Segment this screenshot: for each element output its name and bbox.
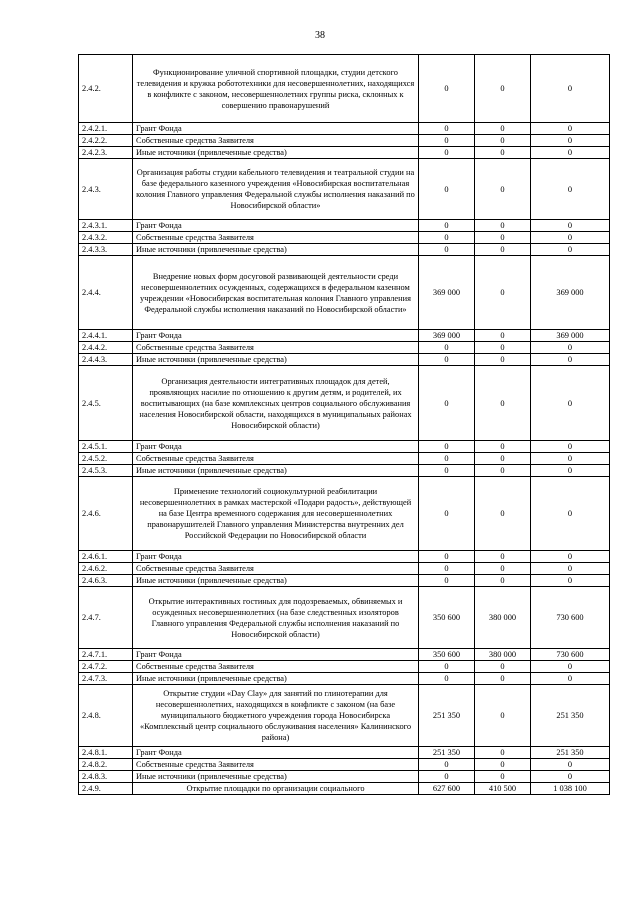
value-grant: 0 bbox=[419, 366, 475, 441]
funding-source-row bbox=[79, 465, 610, 477]
value-cofinancing: 0 bbox=[475, 220, 531, 232]
value-total: 0 bbox=[531, 477, 610, 551]
value-grant: 0 bbox=[419, 354, 475, 366]
value-total: 0 bbox=[531, 220, 610, 232]
row-number: 2.4.4.3. bbox=[79, 354, 133, 366]
row-name: Организация деятельности интегративных площадок для детей, проявляющих насилие по отношению к другим детям, и родителей, их воспитывающих (на базе комплексных центров социального обслуживания населения Новосибирской области, находящихся в муниципальных районах Новосибирской области) bbox=[133, 366, 419, 441]
row-number: 2.4.8.1. bbox=[79, 747, 133, 759]
value-total: 0 bbox=[531, 232, 610, 244]
value-cofinancing: 0 bbox=[475, 256, 531, 330]
row-name: Иные источники (привлеченные средства) bbox=[133, 465, 419, 477]
value-grant: 0 bbox=[419, 661, 475, 673]
value-cofinancing: 0 bbox=[475, 342, 531, 354]
value-total: 0 bbox=[531, 465, 610, 477]
value-total: 0 bbox=[531, 147, 610, 159]
row-name: Функционирование уличной спортивной площадки, студии детского телевидения и кружка робототехники для несовершеннолетних, находящихся в конфликте с законом, несовершеннолетних группы риска, склонных к совершению правонарушений bbox=[133, 55, 419, 123]
value-cofinancing: 410 500 bbox=[475, 783, 531, 795]
funding-source-row bbox=[79, 342, 610, 354]
value-total: 0 bbox=[531, 159, 610, 220]
row-number: 2.4.7.3. bbox=[79, 673, 133, 685]
value-cofinancing: 380 000 bbox=[475, 587, 531, 649]
funding-source-row bbox=[79, 441, 610, 453]
value-total: 0 bbox=[531, 135, 610, 147]
row-number: 2.4.7.2. bbox=[79, 661, 133, 673]
activity-row bbox=[79, 783, 610, 795]
value-grant: 0 bbox=[419, 244, 475, 256]
budget-table-body bbox=[79, 55, 610, 795]
value-cofinancing: 0 bbox=[475, 685, 531, 747]
funding-source-row bbox=[79, 747, 610, 759]
page-number: 38 bbox=[315, 30, 325, 41]
row-name: Иные источники (привлеченные средства) bbox=[133, 673, 419, 685]
funding-source-row bbox=[79, 354, 610, 366]
value-total: 0 bbox=[531, 55, 610, 123]
row-number: 2.4.5.1. bbox=[79, 441, 133, 453]
activity-row bbox=[79, 685, 610, 747]
value-total: 0 bbox=[531, 575, 610, 587]
value-grant: 0 bbox=[419, 551, 475, 563]
value-grant: 0 bbox=[419, 673, 475, 685]
row-number: 2.4.6.3. bbox=[79, 575, 133, 587]
value-grant: 0 bbox=[419, 441, 475, 453]
row-name: Собственные средства Заявителя bbox=[133, 453, 419, 465]
row-name: Грант Фонда bbox=[133, 747, 419, 759]
row-name: Иные источники (привлеченные средства) bbox=[133, 575, 419, 587]
row-name: Грант Фонда bbox=[133, 551, 419, 563]
value-cofinancing: 0 bbox=[475, 330, 531, 342]
funding-source-row bbox=[79, 673, 610, 685]
row-name: Организация работы студии кабельного телевидения и театральной студии на базе федерального казенного учреждения «Новосибирская воспитательная колония Главного управления Федеральной службы исполнения наказаний по Новосибирской области» bbox=[133, 159, 419, 220]
value-cofinancing: 0 bbox=[475, 575, 531, 587]
funding-source-row bbox=[79, 771, 610, 783]
row-number: 2.4.7.1. bbox=[79, 649, 133, 661]
value-total: 0 bbox=[531, 453, 610, 465]
value-cofinancing: 380 000 bbox=[475, 649, 531, 661]
value-grant: 0 bbox=[419, 232, 475, 244]
value-total: 0 bbox=[531, 366, 610, 441]
value-cofinancing: 0 bbox=[475, 551, 531, 563]
value-grant: 0 bbox=[419, 147, 475, 159]
value-grant: 0 bbox=[419, 477, 475, 551]
value-total: 251 350 bbox=[531, 685, 610, 747]
row-name: Внедрение новых форм досуговой развивающей деятельности среди несовершеннолетних осужденных, содержащихся в федеральном казенном учреждении «Новосибирская воспитательная колония Главного управления Федеральной службы исполнения наказаний по Новосибирской области» bbox=[133, 256, 419, 330]
value-total: 0 bbox=[531, 354, 610, 366]
value-grant: 0 bbox=[419, 159, 475, 220]
activity-row bbox=[79, 55, 610, 123]
row-number: 2.4.2. bbox=[79, 55, 133, 123]
row-number: 2.4.4.1. bbox=[79, 330, 133, 342]
value-cofinancing: 0 bbox=[475, 465, 531, 477]
value-total: 251 350 bbox=[531, 747, 610, 759]
value-cofinancing: 0 bbox=[475, 441, 531, 453]
value-cofinancing: 0 bbox=[475, 759, 531, 771]
funding-source-row bbox=[79, 220, 610, 232]
funding-source-row bbox=[79, 453, 610, 465]
row-number: 2.4.5.2. bbox=[79, 453, 133, 465]
activity-row bbox=[79, 587, 610, 649]
value-total: 1 038 100 bbox=[531, 783, 610, 795]
value-grant: 369 000 bbox=[419, 330, 475, 342]
row-number: 2.4.6.1. bbox=[79, 551, 133, 563]
value-grant: 350 600 bbox=[419, 587, 475, 649]
row-number: 2.4.8.2. bbox=[79, 759, 133, 771]
row-number: 2.4.6. bbox=[79, 477, 133, 551]
value-total: 730 600 bbox=[531, 587, 610, 649]
row-name: Собственные средства Заявителя bbox=[133, 232, 419, 244]
funding-source-row bbox=[79, 147, 610, 159]
row-name: Грант Фонда bbox=[133, 441, 419, 453]
row-name: Открытие интерактивных гостиных для подозреваемых, обвиняемых и осужденных несовершеннолетних (на базе следственных изоляторов Главного управления Федеральной службы исполнения наказаний по Новосибирской области) bbox=[133, 587, 419, 649]
value-cofinancing: 0 bbox=[475, 147, 531, 159]
row-name: Открытие студии «Day Clay» для занятий по глинотерапии для несовершеннолетних, находящихся в конфликте с законом (на базе муниципального бюджетного учреждения города Новосибирска «Комплексный центр социального обслуживания населения» Калининского района) bbox=[133, 685, 419, 747]
value-cofinancing: 0 bbox=[475, 453, 531, 465]
funding-source-row bbox=[79, 123, 610, 135]
row-number: 2.4.2.3. bbox=[79, 147, 133, 159]
row-name: Собственные средства Заявителя bbox=[133, 661, 419, 673]
row-number: 2.4.8. bbox=[79, 685, 133, 747]
value-total: 0 bbox=[531, 771, 610, 783]
value-total: 369 000 bbox=[531, 330, 610, 342]
row-number: 2.4.3.2. bbox=[79, 232, 133, 244]
row-number: 2.4.5.3. bbox=[79, 465, 133, 477]
value-grant: 0 bbox=[419, 453, 475, 465]
row-name: Грант Фонда bbox=[133, 649, 419, 661]
value-total: 0 bbox=[531, 551, 610, 563]
value-cofinancing: 0 bbox=[475, 123, 531, 135]
value-cofinancing: 0 bbox=[475, 477, 531, 551]
value-cofinancing: 0 bbox=[475, 563, 531, 575]
funding-source-row bbox=[79, 649, 610, 661]
value-total: 369 000 bbox=[531, 256, 610, 330]
value-cofinancing: 0 bbox=[475, 159, 531, 220]
activity-row bbox=[79, 159, 610, 220]
funding-source-row bbox=[79, 551, 610, 563]
funding-source-row bbox=[79, 575, 610, 587]
value-grant: 627 600 bbox=[419, 783, 475, 795]
value-grant: 0 bbox=[419, 123, 475, 135]
value-total: 730 600 bbox=[531, 649, 610, 661]
row-name: Открытие площадки по организации социального bbox=[133, 783, 419, 795]
row-name: Собственные средства Заявителя bbox=[133, 563, 419, 575]
row-name: Иные источники (привлеченные средства) bbox=[133, 147, 419, 159]
activity-row bbox=[79, 477, 610, 551]
value-cofinancing: 0 bbox=[475, 661, 531, 673]
value-cofinancing: 0 bbox=[475, 55, 531, 123]
value-cofinancing: 0 bbox=[475, 232, 531, 244]
value-total: 0 bbox=[531, 441, 610, 453]
budget-table bbox=[78, 54, 610, 795]
funding-source-row bbox=[79, 759, 610, 771]
funding-source-row bbox=[79, 244, 610, 256]
value-total: 0 bbox=[531, 123, 610, 135]
activity-row bbox=[79, 366, 610, 441]
row-number: 2.4.2.1. bbox=[79, 123, 133, 135]
row-name: Иные источники (привлеченные средства) bbox=[133, 354, 419, 366]
funding-source-row bbox=[79, 330, 610, 342]
row-name: Иные источники (привлеченные средства) bbox=[133, 244, 419, 256]
value-grant: 0 bbox=[419, 771, 475, 783]
row-number: 2.4.3. bbox=[79, 159, 133, 220]
value-grant: 0 bbox=[419, 759, 475, 771]
value-grant: 0 bbox=[419, 342, 475, 354]
row-number: 2.4.4.2. bbox=[79, 342, 133, 354]
value-grant: 0 bbox=[419, 465, 475, 477]
value-grant: 0 bbox=[419, 55, 475, 123]
row-name: Собственные средства Заявителя bbox=[133, 759, 419, 771]
row-name: Иные источники (привлеченные средства) bbox=[133, 771, 419, 783]
row-name: Грант Фонда bbox=[133, 330, 419, 342]
value-cofinancing: 0 bbox=[475, 673, 531, 685]
value-grant: 251 350 bbox=[419, 685, 475, 747]
row-number: 2.4.9. bbox=[79, 783, 133, 795]
value-grant: 251 350 bbox=[419, 747, 475, 759]
value-cofinancing: 0 bbox=[475, 771, 531, 783]
row-name: Грант Фонда bbox=[133, 220, 419, 232]
value-total: 0 bbox=[531, 563, 610, 575]
value-total: 0 bbox=[531, 759, 610, 771]
row-number: 2.4.3.3. bbox=[79, 244, 133, 256]
funding-source-row bbox=[79, 563, 610, 575]
value-cofinancing: 0 bbox=[475, 366, 531, 441]
value-grant: 369 000 bbox=[419, 256, 475, 330]
row-number: 2.4.6.2. bbox=[79, 563, 133, 575]
funding-source-row bbox=[79, 232, 610, 244]
value-cofinancing: 0 bbox=[475, 135, 531, 147]
row-number: 2.4.8.3. bbox=[79, 771, 133, 783]
value-grant: 0 bbox=[419, 220, 475, 232]
activity-row bbox=[79, 256, 610, 330]
row-name: Собственные средства Заявителя bbox=[133, 135, 419, 147]
value-cofinancing: 0 bbox=[475, 747, 531, 759]
row-name: Применение технологий социокультурной реабилитации несовершеннолетних в рамках мастерской «Подари радость», действующей на базе Центра временного содержания для несовершеннолетних правонарушителей Главного управления Министерства внутренних дел Российской Федерации по Новосибирской области bbox=[133, 477, 419, 551]
funding-source-row bbox=[79, 661, 610, 673]
value-cofinancing: 0 bbox=[475, 354, 531, 366]
value-grant: 0 bbox=[419, 563, 475, 575]
row-number: 2.4.4. bbox=[79, 256, 133, 330]
row-name: Грант Фонда bbox=[133, 123, 419, 135]
value-grant: 0 bbox=[419, 135, 475, 147]
value-total: 0 bbox=[531, 244, 610, 256]
value-cofinancing: 0 bbox=[475, 244, 531, 256]
row-number: 2.4.2.2. bbox=[79, 135, 133, 147]
row-number: 2.4.7. bbox=[79, 587, 133, 649]
row-number: 2.4.3.1. bbox=[79, 220, 133, 232]
row-number: 2.4.5. bbox=[79, 366, 133, 441]
value-total: 0 bbox=[531, 661, 610, 673]
value-grant: 350 600 bbox=[419, 649, 475, 661]
value-total: 0 bbox=[531, 673, 610, 685]
value-total: 0 bbox=[531, 342, 610, 354]
row-name: Собственные средства Заявителя bbox=[133, 342, 419, 354]
value-grant: 0 bbox=[419, 575, 475, 587]
funding-source-row bbox=[79, 135, 610, 147]
